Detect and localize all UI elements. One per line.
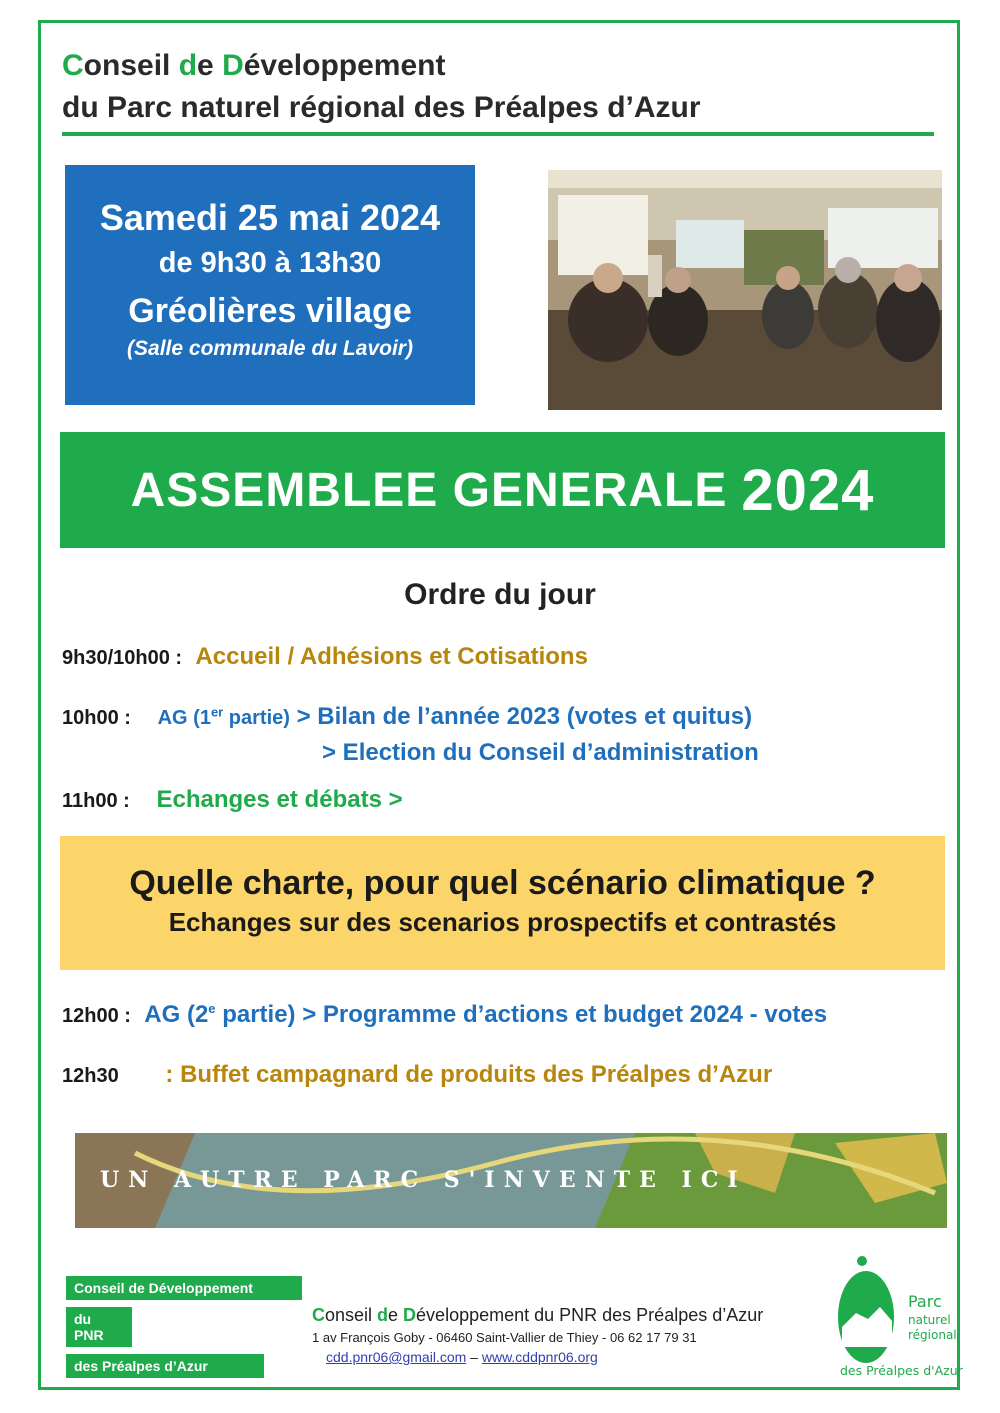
agenda-item-election: > Election du Conseil d’administration xyxy=(322,739,759,766)
organization-title: Conseil de Développement du Parc naturel régional des Préalpes d’Azur xyxy=(62,49,701,124)
slogan-text: UN AUTRE PARC S'INVENTE ICI xyxy=(100,1167,747,1193)
event-place: Gréolières village xyxy=(128,292,412,330)
footer-badge xyxy=(66,1276,302,1385)
highlight-question: Quelle charte, pour quel scénario climatique ? xyxy=(129,864,876,902)
header-divider xyxy=(62,132,934,136)
climate-scenario-box xyxy=(60,836,945,970)
footer-badge-line1: Conseil de Développement xyxy=(66,1276,302,1300)
meeting-photo xyxy=(548,170,942,410)
event-time: de 9h30 à 13h30 xyxy=(158,247,382,279)
logo-line2: naturel xyxy=(908,1313,951,1327)
agenda-item-buffet: 12h30 : Buffet campagnard de produits des Préalpes d’Azur xyxy=(62,1061,773,1088)
event-info-box xyxy=(65,165,475,405)
footer-badge-line3: des Préalpes d’Azur xyxy=(66,1354,264,1378)
banner-title: ASSEMBLEE GENERALE xyxy=(130,463,728,517)
footer-badge-line2: du PNR xyxy=(66,1307,132,1347)
email-link[interactable]: cdd.pnr06@gmail.com xyxy=(326,1349,467,1365)
logo-line1: Parc xyxy=(908,1292,942,1311)
banner-year: 2024 xyxy=(741,457,875,523)
contact-separator: – xyxy=(466,1349,482,1365)
general-assembly-banner xyxy=(60,432,945,548)
park-logo xyxy=(836,1247,963,1381)
event-venue: (Salle communale du Lavoir) xyxy=(127,337,413,360)
logo-line3: régional xyxy=(908,1328,957,1342)
website-link[interactable]: www.cddpnr06.org xyxy=(481,1349,598,1365)
footer-address: 1 av François Goby - 06460 Saint-Vallier de Thiey - 06 62 17 79 31 xyxy=(312,1330,697,1345)
event-date: Samedi 25 mai 2024 xyxy=(99,197,441,238)
agenda-item-ag-part1: 10h00 : AG (1er partie) > Bilan de l’année 2023 (votes et quitus) xyxy=(62,703,753,730)
agenda-item-welcome: 9h30/10h00 : Accueil / Adhésions et Cotisations xyxy=(62,643,588,670)
agenda-heading: Ordre du jour xyxy=(404,578,596,611)
agenda-item-exchanges: 11h00 : Echanges et débats > xyxy=(62,786,403,813)
agenda-item-ag-part2: 12h00 : AG (2e partie) > Programme d’actions et budget 2024 - votes xyxy=(62,1001,828,1028)
logo-line4: des Préalpes d'Azur xyxy=(840,1363,963,1378)
highlight-subtitle: Echanges sur des scenarios prospectifs et contrastés xyxy=(168,907,837,937)
footer-org-name: Conseil de Développement du PNR des Préalpes d’Azur xyxy=(312,1305,764,1325)
footer-contact xyxy=(312,1305,763,1365)
slogan-banner-image xyxy=(75,1133,947,1228)
